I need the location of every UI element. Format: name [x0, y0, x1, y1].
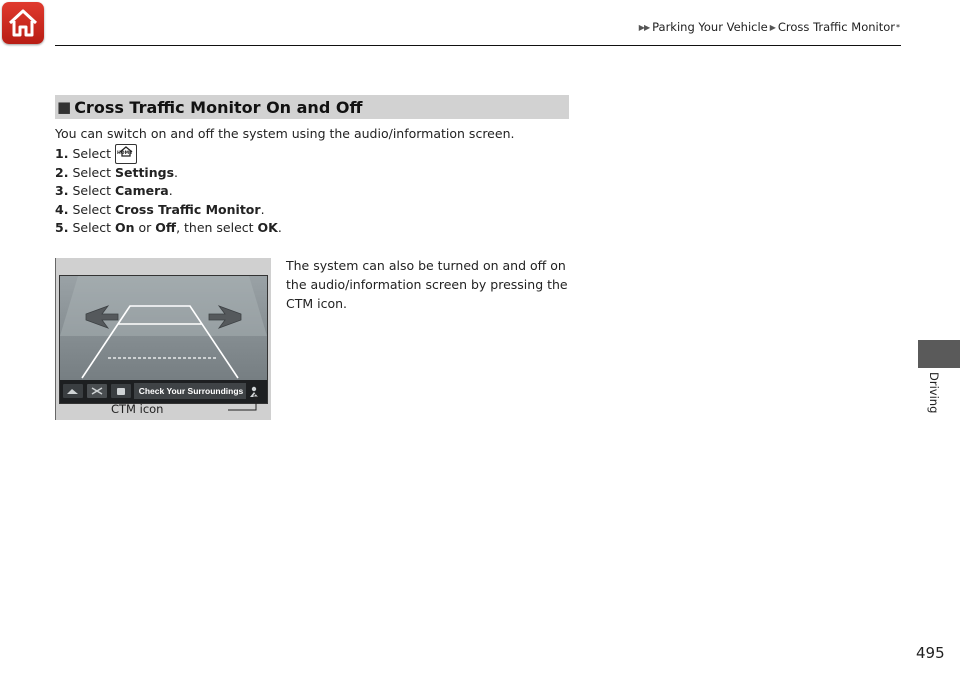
top-divider: [55, 45, 901, 46]
section-header: [55, 95, 569, 119]
intro-text: You can switch on and off the system using the audio/information screen.: [55, 126, 515, 141]
camera-screen: [59, 275, 268, 404]
step-text: Select: [72, 220, 112, 235]
camera-figure: [55, 258, 271, 420]
home-button[interactable]: [2, 2, 44, 44]
step-keyword: OK: [257, 220, 278, 235]
step-number: 5.: [55, 220, 69, 235]
step-3: [55, 182, 282, 201]
section-square-icon: ■: [57, 98, 72, 116]
step-5: [55, 219, 282, 238]
step-text: Select: [72, 164, 112, 180]
step-keyword: On: [115, 220, 135, 235]
breadcrumb-link-ctm[interactable]: Cross Traffic Monitor: [777, 20, 895, 34]
page-number: 495: [916, 644, 945, 662]
step-punct: .: [174, 164, 178, 180]
step-number: 4.: [55, 201, 69, 217]
breadcrumb-arrow-icon: ▶: [769, 22, 775, 32]
note-text: The system can also be turned on and off on the audio/information screen by pressing the CTM icon.: [286, 258, 568, 311]
step-punct: .: [277, 220, 282, 235]
step-number: 1.: [55, 146, 69, 161]
section-title: Cross Traffic Monitor On and Off: [74, 97, 363, 117]
step-text: Select: [72, 183, 112, 198]
footnote-star: *: [896, 22, 900, 32]
home-icon: [6, 6, 40, 40]
ctm-icon-caption: CTM icon: [111, 402, 164, 416]
step-keyword: Camera: [115, 183, 169, 198]
chapter-tab[interactable]: [918, 340, 960, 368]
step-text: , then select: [176, 220, 254, 235]
step-text: or: [138, 220, 152, 235]
breadcrumb-arrow-icon: ▶▶: [638, 22, 650, 32]
callout-leader-icon: [226, 390, 266, 414]
breadcrumb: [639, 20, 900, 34]
step-text: Select: [72, 201, 112, 217]
step-punct: .: [168, 183, 173, 198]
step-text: Select: [72, 146, 112, 161]
step-keyword: Cross Traffic Monitor: [115, 201, 261, 217]
home-button-icon: [115, 144, 137, 164]
step-4: [55, 201, 282, 220]
chapter-label: Driving: [927, 372, 941, 414]
step-1: [55, 145, 282, 164]
step-punct: .: [260, 201, 265, 217]
breadcrumb-link-parking[interactable]: Parking Your Vehicle: [652, 20, 768, 34]
banner-text: Check Your Surroundings: [138, 386, 244, 396]
step-number: 2.: [55, 164, 69, 180]
home-icon-label: HOME: [117, 150, 133, 156]
step-keyword: Settings: [115, 164, 175, 180]
step-2: [55, 164, 282, 183]
step-list: [55, 145, 282, 238]
step-keyword: Off: [155, 220, 177, 235]
step-number: 3.: [55, 183, 69, 198]
